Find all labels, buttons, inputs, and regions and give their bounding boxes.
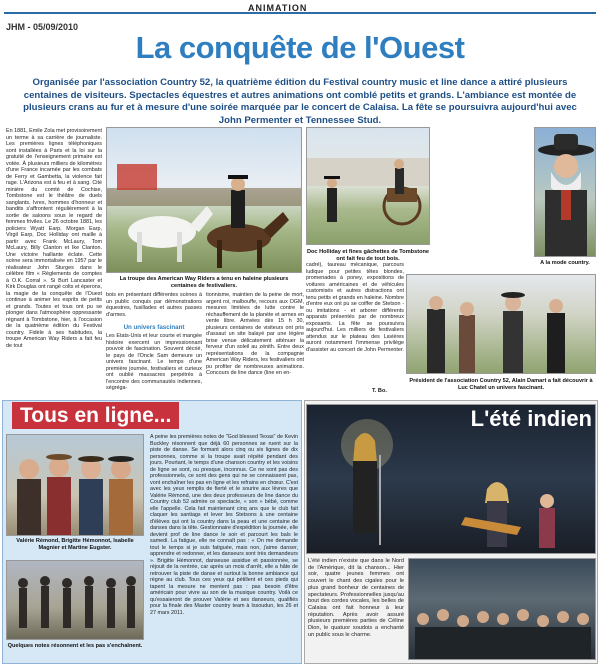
cowboy-hat-illustration <box>535 128 596 257</box>
article-col-2: bois en présentant différentes scènes à un public conquis par démonstrations équestres, fusillades et autres passes d'armes. <box>106 292 202 318</box>
box-ete-indien-text: L'été indien n'existe que dans le Nord de l'Amérique, dit la chanson... Hier soir, quatre jeunes femmes ont couvert le chant des cigales pour le plus grand bonheur de centaines de spectateurs. Professionnelles jusqu'au bout des cordes vocales, les belles de Calaisa ont fait honneur à leur réputation. Après avoir assuré plusieurs premières parties de Céline Dion, le quatuor soudois a enchanté un public sous le charme. <box>308 558 404 638</box>
photo-cowboy-hat <box>534 127 596 257</box>
box-ete-indien-title-wrap <box>446 406 592 432</box>
article-col-2b: Les États-Unis et leur courte et mangée histoire exercent un impressionnant pouvoir de fascination. Souvent décrié, le pays de l'Oncle Sam demeure un univers fascinant. Le temps d'une première journée, festivaliers et curieux ont oublié massacres perpétrés à l'encontre des communautés indiennes, ségréga- <box>106 333 202 391</box>
article-signature: T. Bo. <box>372 388 387 394</box>
article-col-4: cadré), taureau mécanique, parcours ludique pour petites têtes blondes, promenades à poney, expositions de voitures américaines et de véhicules customisés et autres distractions ont tenu petits et grands en haleine. Nombre d'entre eux ont pu se coiffer de Stetson - ou imitations - et arborer différents apparats présentés par de nombreux exposants. La fête se poursuivra aujourd'hui. Les milliers de festivaliers attendus sur le plateau des Lavières auront notamment l'immense privilège d'assister au concert de John Permenter. <box>306 262 404 353</box>
issue-date: JHM - 05/09/2010 <box>6 22 79 32</box>
photo-doc-holliday <box>306 127 430 245</box>
photo-dancers-group <box>6 434 144 536</box>
photo-line-dancers <box>6 560 144 640</box>
photo-line-dancers-caption: Quelques notes résonnent et les pas s'enchaînent. <box>7 643 143 649</box>
photo-crowd <box>408 558 596 660</box>
headline: La conquête de l'Ouest <box>135 30 465 65</box>
photo-president <box>406 274 596 374</box>
crowd-illustration <box>409 559 596 660</box>
section-label: ANIMATION <box>248 3 308 13</box>
box-ete-indien-title: L'été indien <box>470 406 592 431</box>
photo-cowboy-hat-caption: A la mode country. <box>540 260 590 266</box>
lead-paragraph: Organisée par l'association Country 52, la quatrième édition du Festival country music et line dance a attiré plusieurs centaines de visiteurs. Spectacles équestres et autres animations ont comblé petits et grands. L'ambiance est montée de plusieurs crans au fur et à mesure d'une soirée marquée par le concert de Calaisa. La fête se poursuivra aujourd'hui avec John Permenter et Tennessee Stud. <box>23 77 577 126</box>
line-dancers-illustration <box>7 561 144 640</box>
photo-president-caption: Président de l'association Country 52, Alain Damart a fait découvrir à Luc Chatel un univers fascinant. <box>409 378 593 391</box>
photo-horse-riders <box>106 127 302 273</box>
box-line-dance-title-wrap <box>12 404 179 428</box>
photo-doc-holliday-caption: Doc Holliday et fines gâchettes de Tombstone ont fait feu de tout bois. <box>306 249 430 262</box>
photo-dancers-group-caption: Valérie Rémond, Brigitte Hémonnot, Isabelle Magnier et Martine Eugster. <box>16 538 134 551</box>
box-line-dance-title: Tous en ligne... <box>12 402 179 429</box>
horse-riders-illustration <box>107 128 302 273</box>
article-col-3: tionnisme, maintien de la peine de mort, argent roi, malbouffe, recours aux OGM, mesures limitées de lutte contre le réchauffement de la planète et armes en vente libre. Arrivées dès 15 h 30, plusieurs centaines de visiteurs ont pris d'assaut un site balayé par une légère brise venue délicatement atténuer la ferveur d'un soleil au zénith. Entre deux représentations de la compagnie American Way Riders, les festivaliers ont pu profiter de nombreuses animations. Concours de line dance (line en en- <box>206 292 304 376</box>
article-col-1: En 1881, Emile Zola met provisoirement un terme à sa carrière de journaliste. Les premières lignes téléphoniques sont installées à Paris et la loi sur la gratuité de l'enseignement primaire est votée. À plusieurs milliers de kilomètres d'une France incarnée par les combats de Ferry et Gambetta, la violence fait rage. L'Arizona est à feu et à sang. Cité minière du comté de Cochise, Tombstone est le théâtre de duels sanglants. Ivres, hommes d'honneur et bandits s'affrontent régulièrement à la sortie de saloons sous le regard de femmes friviles. Le 26 octobre 1881, les policiers Wyatt Earp, Morgan Earp, Virgil Earp, Doc Holliday ont maille à partir avec Frank McLaury, Tom McLaury, Billy Clanton et Ike Clanton. Une victoire haillante éclate. Cette scène sera immortalisée en 1957 par le réalisateur John Sturges dans le célèbre film « Règlements de comptes à O.K. Corral ». Si Burt Lancaster et Kirk Douglas ont rangé colts et éperons, la magie de la conquête de l'Ouest continue à animer les esprits de petits et grands. Toutes et tous ont pu se plonger dans l'atmosphère oppressante régnant à Tombstone, hier, à l'occasion de la quatrième édition du Festival country. Fidèle à ses habitudes, la troupe American Way Riders a fait feu de tout <box>6 128 102 349</box>
article-subhead: Un univers fascinant <box>123 324 185 331</box>
box-line-dance-text: A peine les premières notes de "God blessed Texas" de Kevin Buckley résonnent que déjà 60 personnes se ruent sur la piste de danse. Se formant alors cinq ou six lignes de dix personnes, comme si la troupe avait répété pendant des jours. Pourtant, le temps d'une chanson country et les voisins de ligne se sont, ou presque, inconnus. Ce ne sont pas des professionnels, ce sont des gens qui ne se connaissent pas, vont enchaîner les pas en ligne et les refrains en chœur. C'est avec les yeux remplis de fierté et le sourire aux lèvres que Valérie Rémond, une des deux professeurs de line dance du Country club 52 admire ce spectacle, « son » bébé, comme elle l'appelle. Cela fait maintenant cinq ans que le club fait claquer les santiags et lever les Stetsons à une centaine d'élèves qui ont la country dans la peau et une centaine de danses dans la tête. Gestionnaire d'expédition la journée, elle devient prof de line dance le soir et parcourt les bals le samedi. La fatigue, elle ne connaît pas : « On me demande tout le temps si je suis fatiguée, mais non, j'aime danser, apprendre et redonner, et les danseurs sont très demandeurs ». Brigitte Hémonnot, danseuse assidue et passionnée, se réjouit de la rentrée, car après un mois d'arrêt, elle a hâte de retrouver la piste de danse et surtout la bonne ambiance qui règne au club. Tous ces yeux qui pétillent et ces pieds qui tapent la mesure ne mentent pas : pas besoin d'être américain pour vivre au son de la musique country. Voilà ce qu'essaieront de prouver Valérie et ses danseurs, qualifiés pour la finale des Master country team à Issoudun, les 26 et 27 mars 2011. <box>150 434 298 616</box>
dancers-group-illustration <box>7 435 144 536</box>
photo-horse-riders-caption: La troupe des American Way Riders a tenu en haleine plusieurs centaines de festivaliers. <box>119 276 289 289</box>
president-illustration <box>407 275 596 374</box>
doc-holliday-illustration <box>307 128 430 245</box>
